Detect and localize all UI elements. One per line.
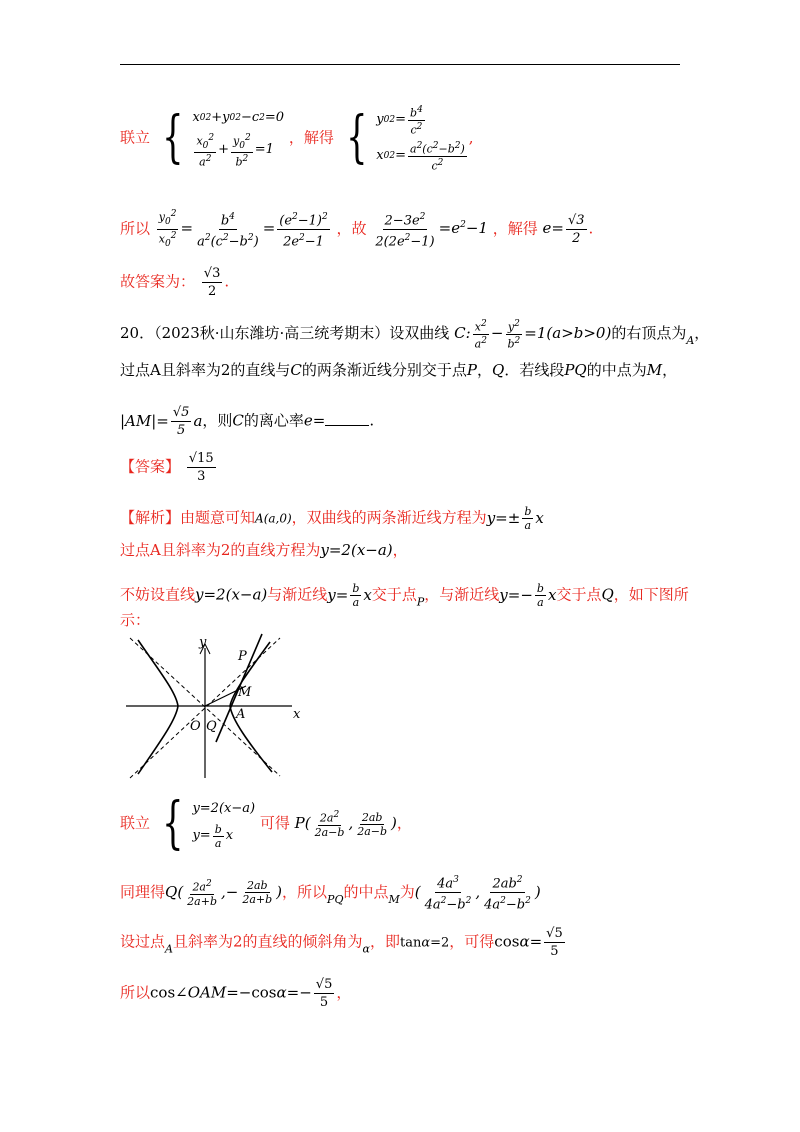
text-suoyi: 所以 xyxy=(120,219,151,238)
left-branch xyxy=(138,640,178,774)
equation-system: { x 0 2 +y 0 2 −c 2 =0 $\frac{x_0^2}{a^2}$ + $\frac{y_0^2}{b^2}$ =1 xyxy=(161,105,285,171)
analysis-line-1: 【解析】由题意可知A(a,0)，双曲线的两条渐近线方程为y=± $\frac{b}{a}$ x xyxy=(120,505,544,532)
analysis-label: 【解析】 xyxy=(120,508,181,527)
question-20-line-2: 过点A且斜率为2的直线与C的两条渐近线分别交于点P，Q．若线段PQ的中点为M， xyxy=(120,361,678,379)
midpoint-line: 同理得Q( $\frac{2a^2}{2a+b}$ ,− $\frac{2ab}{2a+b}$ )，所以$_{PQ}$的中点$_M$为( $\frac{4a^3}{4a^2-b^2}$ , $\frac{2ab^2}{4a^2-b^2}$ ) xyxy=(120,872,541,914)
question-20-line-1: 20．（2023秋·山东潍坊·高三统考期末）设双曲线 C: $\frac{x^2}{a^2}$ − $\frac{y^2}{b^2}$ =1(a>b>0)的右顶点为$_A$， xyxy=(120,319,710,351)
answer-label: 【答案】 xyxy=(120,457,181,476)
line-system: { y=2(x−a) y= $\frac{b}{a}$ x xyxy=(161,791,256,856)
question-number: 20．（2023秋·山东潍坊·高三统考期末）设双曲线 xyxy=(120,324,450,343)
analysis-line-3: 不妨设直线y=2(x−a)与渐近线y= $\frac{b}{a}$ x交于点$_P$，与渐近线y=− $\frac{b}{a}$ x交于点Q，如下图所 xyxy=(120,582,689,609)
label-y: y xyxy=(199,635,207,650)
label-p: P xyxy=(238,649,247,664)
text-jiede-2: ，解得 xyxy=(492,219,538,238)
solution-system: { y 0 2 = $\frac{b^4}{c^2}$ x 0 2 = $\frac{a^2(c^2-b^2)}{c^2}$ xyxy=(345,105,465,173)
ratio-line: 所以 $\frac{y_0^2}{x_0^2}$ = $\frac{b^4}{a^2(c^2-b^2)}$ = $\frac{(e^2-1)^2}{2e^2-1}$ ，故 $\frac{2-3e^2}{2(2e^2-1)}$ $=e^2-1$ ，解得 e= $\frac{√3}{2}$ . xyxy=(120,209,594,250)
label-x: x xyxy=(293,707,301,722)
angle-line: 设过点$_A$且斜率为2的直线的倾斜角为$_\alpha$，即tanα=2，可得cosα= $\frac{√5}{5}$ xyxy=(120,926,563,959)
text-gu: ，故 xyxy=(336,219,367,238)
hyperbola-figure xyxy=(120,632,310,782)
answer-block: 【答案】 $\frac{√15}{3}$ xyxy=(120,451,214,484)
text-answer-is: 故答案为： xyxy=(120,272,196,291)
label-a: A xyxy=(236,707,246,722)
answer-blank xyxy=(325,425,369,426)
question-20-line-3: |AM|= $\frac{√5}{5}$ a，则C的离心率e= . xyxy=(120,405,375,438)
label-q: Q xyxy=(206,719,217,734)
text-jiede: ，解得 xyxy=(288,128,334,147)
analysis-line-2: 过点A且斜率为2的直线方程为y=2(x−a)， xyxy=(120,541,408,559)
cos-line: 所以cos∠OAM=−cosα=− $\frac{√5}{5}$ ， xyxy=(120,977,352,1010)
label-m: M xyxy=(238,685,252,700)
text-lianli: 联立 xyxy=(120,128,151,147)
system-line-1: 联立 { x 0 2 +y 0 2 −c 2 =0 $\frac{x_0^2}{a^2}$ + $\frac{y_0^2}{b^2}$ =1 ，解得 { y 0 2 = $\frac{b^4}{c^2}$ x 0 2 = $\frac{a^2(c^2-b^2)}{c^2}$ , xyxy=(120,105,474,173)
analysis-line-4: 示： xyxy=(120,611,151,629)
answer-line: 故答案为： $\frac{√3}{2}$ . xyxy=(120,266,230,299)
label-o: O xyxy=(190,719,201,734)
system-line-2: 联立 { y=2(x−a) y= $\frac{b}{a}$ x 可得 P( $\frac{2a^2}{2a-b}$ , $\frac{2ab}{2a-b}$ )， xyxy=(120,791,412,856)
header-rule xyxy=(120,64,680,65)
